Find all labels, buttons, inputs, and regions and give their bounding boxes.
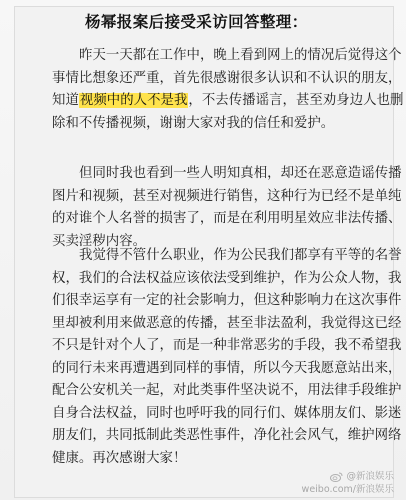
watermark-handle: @新浪娱乐 (346, 471, 394, 482)
text-line: 事情比想象还严重，首先很感谢很多认识和不认识的朋友， (52, 70, 402, 86)
paragraph-2 (52, 163, 402, 253)
text-line: 不只是针对个人了，而是一种非常恶劣的手段，我不希望我 (52, 338, 402, 353)
text-line-highlighted (52, 90, 404, 113)
text-line: 配合公安机关一起，对此类事件坚决说不，用法律手段维护 (52, 383, 402, 398)
text-line: 的对谁个人名誉的损害了，而是在利用明星效应非法传播、 (52, 211, 402, 226)
weibo-logo-icon (330, 471, 343, 482)
watermark-url-line (302, 483, 394, 496)
paragraph-1 (52, 45, 404, 135)
text-line: 们很幸运享有一定的社会影响力，但这种影响力在这次事件 (52, 293, 402, 308)
watermark-handle-line (302, 470, 394, 483)
text-line: 买卖淫秽内容。 (52, 233, 147, 249)
article-image-frame (14, 6, 404, 498)
watermark-url: weibo.com/新浪娱乐 (301, 484, 394, 495)
article-title: 杨幂报案后接受采访回答整理： (85, 13, 308, 31)
text-line: 朋友们，共同抵制此类恶性事件，净化社会风气，维护网络 (52, 428, 402, 443)
text-segment: ，不去传播谣言，甚至劝身边人也删 (188, 93, 404, 108)
text-line: 除和不传播视频，谢谢大家对我的信任和爱护。 (52, 115, 335, 131)
text-line: 健康。再次感谢大家！ (52, 450, 187, 466)
text-line: 权，我们的合法权益应该依法受到维护，作为公众人物，我 (52, 270, 402, 286)
text-line: 自身合法权益，同时也呼吁我的同行们、媒体朋友们、影迷 (52, 405, 402, 421)
highlighted-phrase: 视频中的人不是我 (79, 93, 188, 108)
text-segment: 知道 (52, 93, 79, 108)
text-line: 图片和视频，甚至对视频进行销售，这种行为已经不是单纯 (52, 188, 402, 204)
text-line: 里却被利用来做恶意的传播，甚至非法盈利，我觉得这已经 (52, 315, 402, 331)
text-line: 的同行未来再遭遇到同样的事情，所以今天我愿意站出来， (52, 360, 402, 376)
text-line: 我觉得不管什么职业，作为公民我们都享有平等的名誉 (79, 248, 402, 263)
text-line: 昨天一天都在工作中，晚上看到网上的情况后觉得这个 (79, 48, 402, 63)
paragraph-3 (52, 245, 402, 470)
text-line: 但同时我也看到一些人明知真相，却还在恶意造谣传播 (79, 166, 402, 181)
weibo-watermark (302, 470, 394, 496)
